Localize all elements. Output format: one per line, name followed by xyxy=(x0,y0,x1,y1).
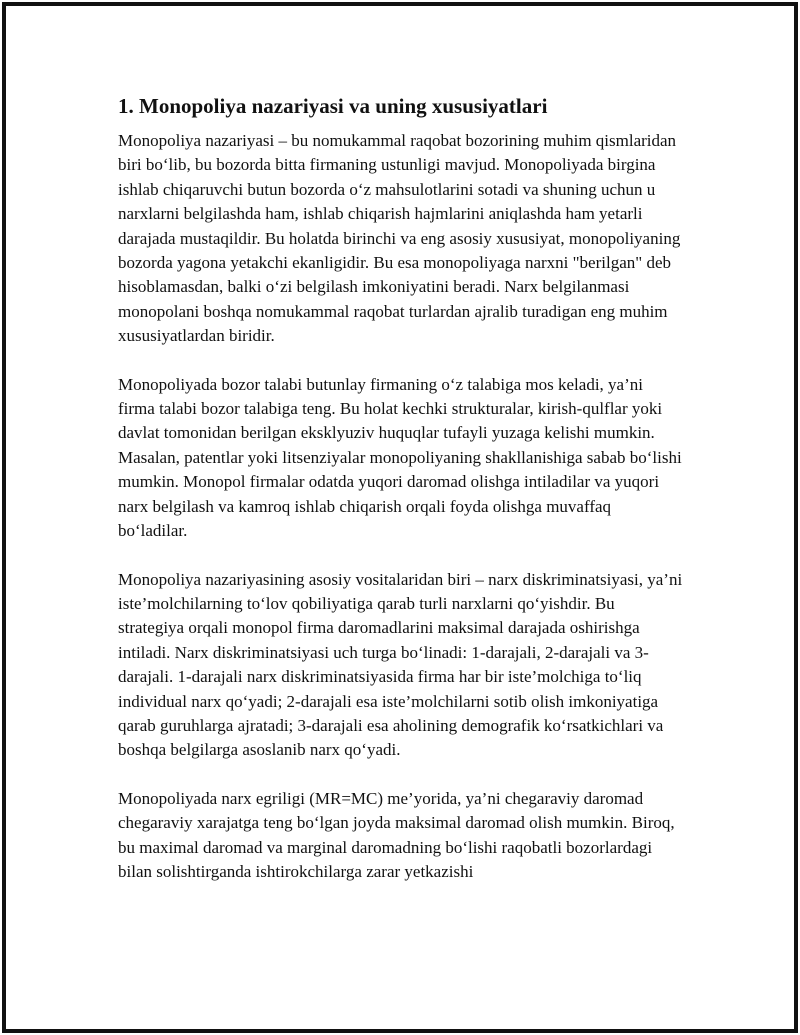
paragraph-2: Monopoliyada bozor talabi butunlay firmaning o‘z talabiga mos keladi, ya’ni firma talabi bozor talabiga teng. Bu holat kechki strukturalar, kirish-qulflar yoki davlat tomonidan berilgan eksklyuziv huquqlar tufayli yuzaga kelishi mumkin. Masalan, patentlar yoki litsenziyalar monopoliyaning shakllanishiga sabab bo‘lishi mumkin. Monopol firmalar odatda yuqori daromad olishga intiladilar va yuqori narx belgilash va kamroq ishlab chiqarish orqali foyda olishga muvaffaq bo‘ladilar. xyxy=(118,374,682,541)
paragraph-3: Monopoliya nazariyasining asosiy vositalaridan biri – narx diskriminatsiyasi, ya’ni iste’molchilarning to‘lov qobiliyatiga qarab turli narxlarni qo‘yishdir. Bu strategiya orqali monopol firma daromadlarini maksimal darajada oshirishga intiladi. Narx diskriminatsiyasi uch turga bo‘linadi: 1-darajali, 2-darajali va 3-darajali. 1-darajali narx diskriminatsiyasida firma har bir iste’molchiga to‘liq individual narx qo‘yadi; 2-darajali esa iste’molchilarni sotib olish imkoniyatiga qarab guruhlarga ajratadi; 3-darajali esa aholining demografik ko‘rsatkichlari va boshqa belgilarga asoslanib narx qo‘yadi. xyxy=(118,569,683,760)
paragraph-1: Monopoliya nazariyasi – bu nomukammal raqobat bozorining muhim qismlaridan biri bo‘lib, bu bozorda bitta firmaning ustunligi mavjud. Monopoliyada birgina ishlab chiqaruvchi butun bozorda o‘z mahsulotlarini sotadi va shuning uchun u narxlarni belgilashda ham, ishlab chiqarish hajmlarini aniqlashda ham yetarli darajada mustaqildir. Bu holatda birinchi va eng asosiy xususiyat, monopoliyaning bozorda yagona yetakchi ekanligidir. Bu esa monopoliyaga narxni "berilgan" deb hisoblamasdan, balki o‘zi belgilash imkoniyatini beradi. Narx belgilanmasi monopolani boshqa nomukammal raqobat turlardan ajralib turadigan eng muhim xususiyatlardan biridir. xyxy=(118,131,681,346)
section-heading: 1. Monopoliya nazariyasi va uning xususiyatlari xyxy=(118,94,548,118)
paragraph-4: Monopoliyada narx egriligi (MR=MC) me’yorida, ya’ni chegaraviy daromad chegaraviy xarajatga teng bo‘lgan joyda maksimal daromad olish mumkin. Biroq, bu maximal daromad va marginal daromadning bo‘lishi raqobatli bozorlardagi bilan solishtirganda ishtirokchilarga zarar yetkazishi xyxy=(118,788,675,881)
document-body xyxy=(118,93,684,908)
